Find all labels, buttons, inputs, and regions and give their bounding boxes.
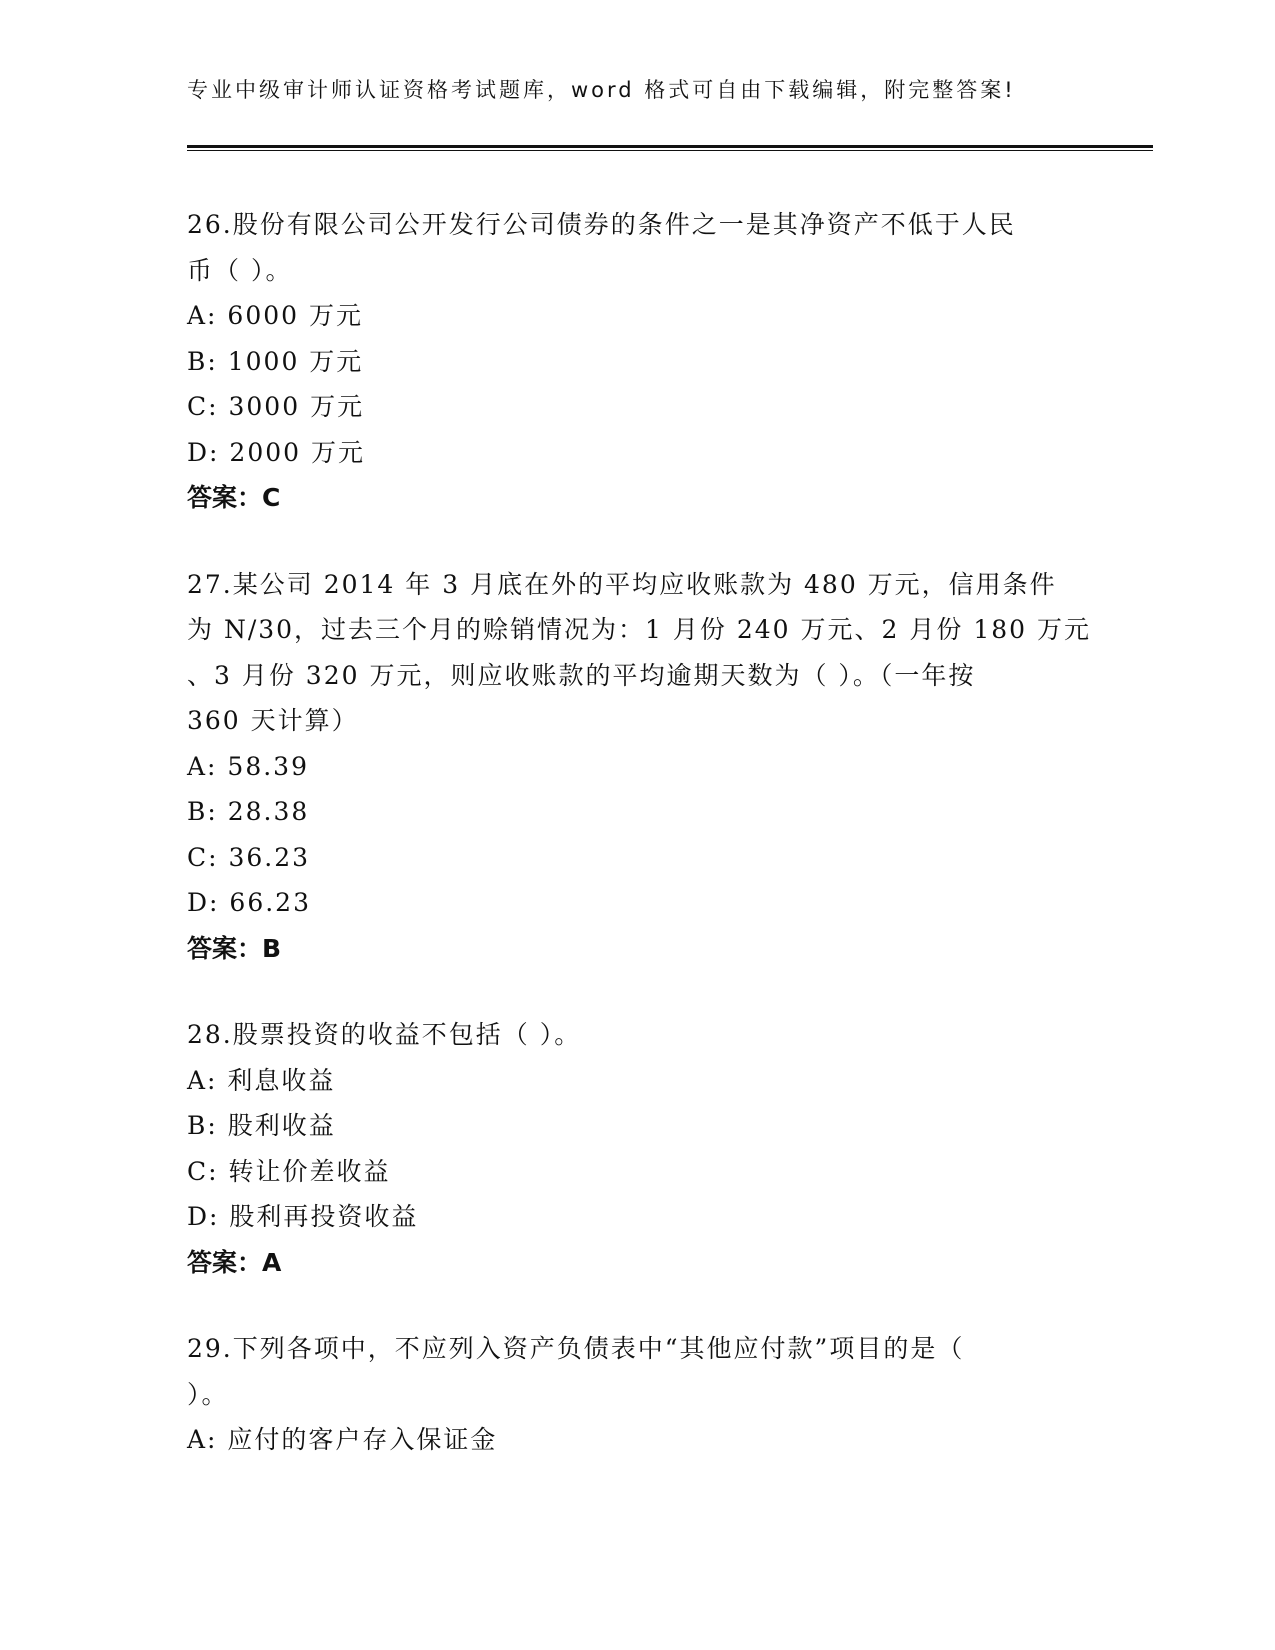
- question-28: [187, 1012, 1087, 1285]
- question-text: 为 N/30，过去三个月的赊销情况为：1 月份 240 万元、2 月份 180 万元: [187, 615, 1091, 644]
- option-c: C: 转让价差收益: [187, 1156, 391, 1186]
- question-list: [187, 202, 1091, 1504]
- question-text: 币（ ）。: [187, 255, 293, 285]
- option-c: C: 36.23: [187, 842, 311, 872]
- page-header: 专业中级审计师认证资格考试题库，word 格式可自由下载编辑，附完整答案!: [187, 78, 1016, 102]
- question-text: 28.股票投资的收益不包括（ ）。: [187, 1020, 582, 1049]
- question-text: 29.下列各项中，不应列入资产负债表中“其他应付款”项目的是（: [187, 1334, 965, 1363]
- question-text: 、3 月份 320 万元，则应收账款的平均逾期天数为（ ）。（一年按: [187, 660, 976, 690]
- option-d: D: 66.23: [187, 888, 311, 917]
- option-a: A: 58.39: [187, 751, 309, 781]
- header-rule-thin: [187, 150, 1153, 151]
- answer: 答案：C: [187, 483, 281, 512]
- option-d: D: 股利再投资收益: [187, 1202, 419, 1231]
- answer: 答案：B: [187, 933, 282, 963]
- question-29: [187, 1326, 1087, 1463]
- option-c: C: 3000 万元: [187, 392, 365, 421]
- option-d: D: 2000 万元: [187, 437, 365, 467]
- question-27: [187, 562, 1091, 972]
- question-26: [187, 202, 1087, 521]
- question-text: 27.某公司 2014 年 3 月底在外的平均应收账款为 480 万元，信用条件: [187, 569, 1057, 599]
- header-rule-thick: [187, 145, 1153, 148]
- question-text: 360 天计算）: [187, 706, 359, 735]
- option-a: A: 应付的客户存入保证金: [187, 1425, 498, 1454]
- option-b: B: 股利收益: [187, 1111, 336, 1140]
- option-a: A: 6000 万元: [187, 301, 363, 330]
- answer: 答案：A: [187, 1247, 282, 1277]
- question-text: 26.股份有限公司公开发行公司债券的条件之一是其净资产不低于人民: [187, 210, 1016, 239]
- option-a: A: 利息收益: [187, 1065, 336, 1095]
- question-text: ）。: [187, 1379, 229, 1409]
- option-b: B: 1000 万元: [187, 346, 364, 376]
- option-b: B: 28.38: [187, 797, 310, 826]
